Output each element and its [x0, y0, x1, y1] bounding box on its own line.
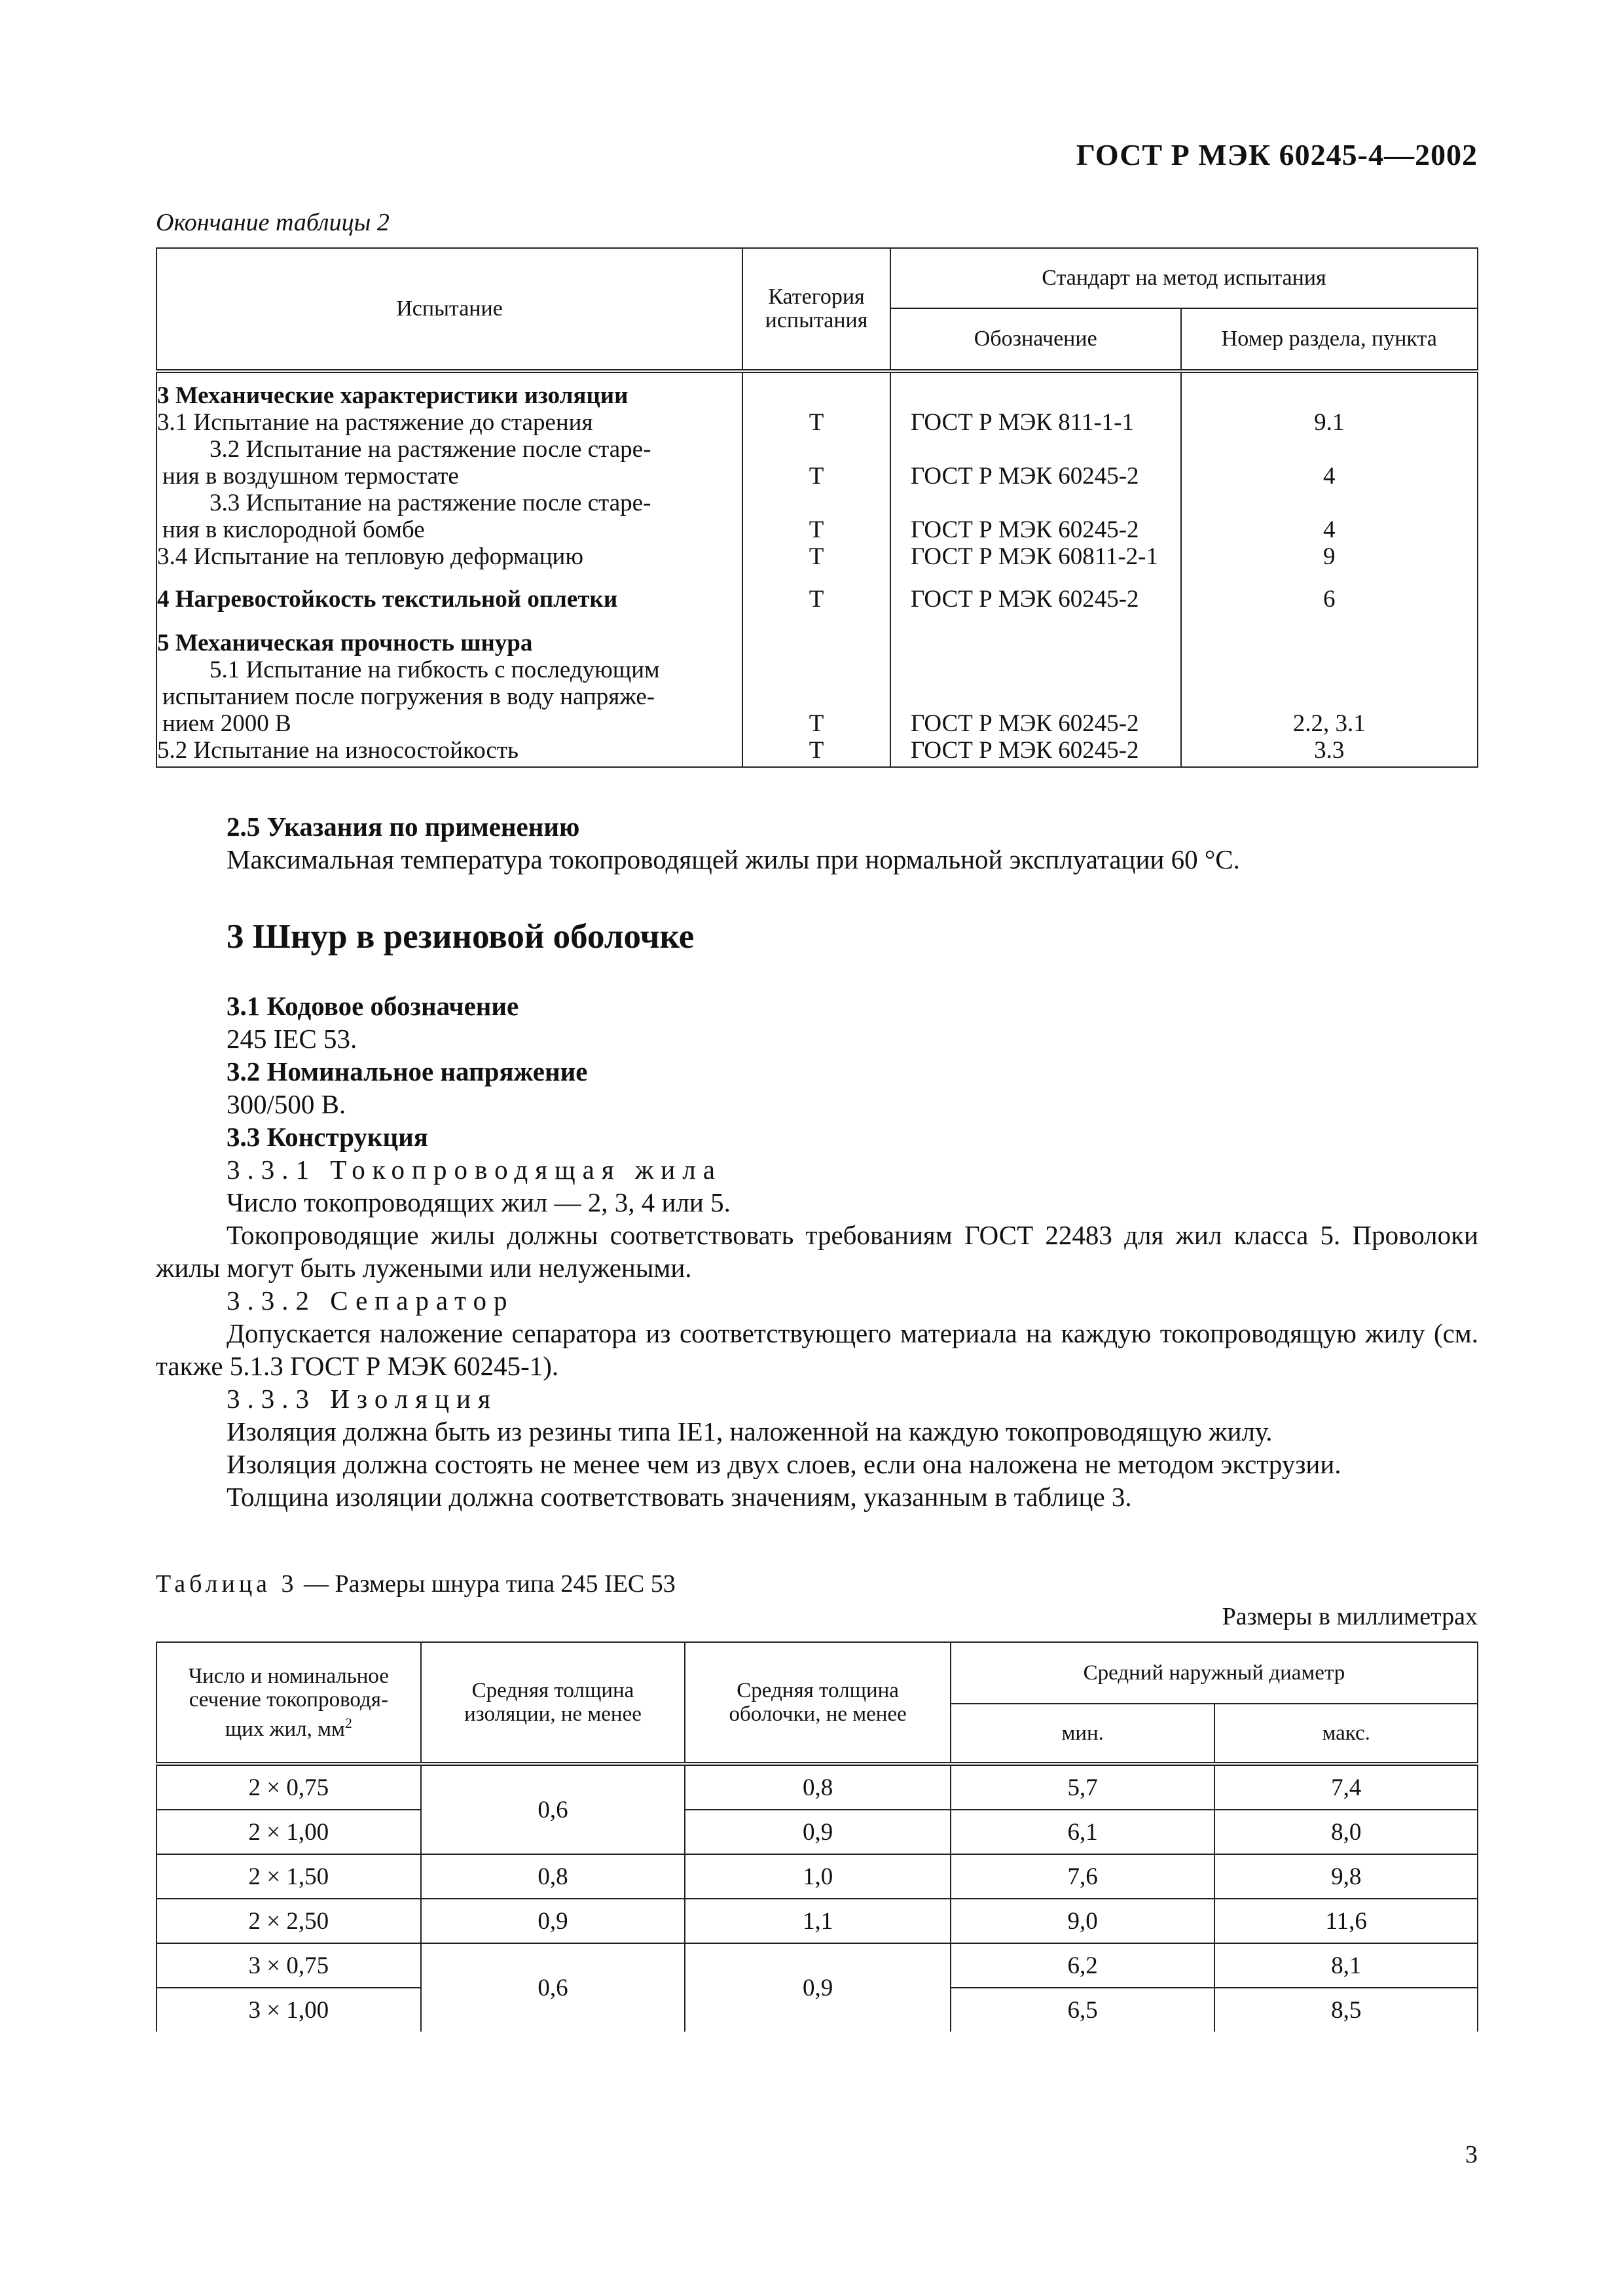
page-number: 3: [1465, 2141, 1478, 2168]
header-category: Категория испытания: [742, 248, 890, 371]
table-row: 2 × 2,50 0,9 1,1 9,0 11,6: [156, 1899, 1478, 1943]
header-max: макс.: [1214, 1704, 1478, 1764]
section-3-3-1-title: 3.3.1 Токопроводящая жила: [227, 1155, 722, 1185]
header-test: Испытание: [156, 248, 742, 371]
document-code-header: ГОСТ Р МЭК 60245-4—2002: [1076, 138, 1478, 171]
section-3: [156, 918, 1478, 956]
table3-units-note: Размеры в миллиметрах: [1222, 1603, 1478, 1630]
section-3-body: [156, 990, 1478, 1513]
table-row: 3 × 0,75 0,6 0,9 6,2 8,1: [156, 1943, 1478, 1988]
table-row: 3.2 Испытание на растяжение после старе- ния в воздушном термостате T ГОСТ Р МЭК 60245-2 4: [156, 436, 1478, 490]
header-outer-diameter: Средний наружный диаметр: [951, 1642, 1478, 1704]
table-row: 5.1 Испытание на гибкость с последующим испытанием после погружения в воду напряже- нием 2000 В T ГОСТ Р МЭК 60245-2 2.2, 3.1: [156, 656, 1478, 737]
section-3-1-text: 245 IEC 53.: [227, 1024, 357, 1054]
table3-caption: [156, 1570, 676, 1598]
section-3-title: 3 Шнур в резиновой оболочке: [227, 918, 695, 956]
section-2-5-text: Максимальная температура токопроводящей жилы при нормальной эксплуатации 60 °C.: [227, 844, 1240, 874]
table3-caption-label: Таблица 3: [156, 1570, 298, 1598]
header-insulation: Средняя толщина изоляции, не менее: [421, 1642, 685, 1764]
table-3: [156, 1641, 1478, 2032]
header-designation: Обозначение: [890, 308, 1181, 371]
table-row: 2 × 1,00 0,9 6,1 8,0: [156, 1810, 1478, 1854]
section-3-1-title: 3.1 Кодовое обозначение: [227, 991, 519, 1021]
table3-caption-text: — Размеры шнура типа 245 IEC 53: [297, 1570, 676, 1598]
table2-continuation-caption: Окончание таблицы 2: [156, 209, 390, 236]
section-3-3-3-p2: Изоляция должна состоять не менее чем из двух слоев, если она наложена не методом экструзии.: [227, 1449, 1341, 1479]
section-3-3-1-p2: Токопроводящие жилы должны соответствовать требованиям ГОСТ 22483 для жил класса 5. Проволоки жилы могут быть лужеными или нелужеными.: [156, 1220, 1478, 1283]
header-standard: Стандарт на метод испытания: [890, 248, 1478, 308]
section-3-3-3-p3: Толщина изоляции должна соответствовать значениям, указанным в таблице 3.: [227, 1482, 1132, 1512]
header-size: Число и номинальное сечение токопроводя- щих жил, $мм^2$: [156, 1642, 421, 1764]
section-3-3-3-p1: Изоляция должна быть из резины типа IE1, наложенной на каждую токопроводящую жилу.: [227, 1416, 1273, 1446]
table-row: 5.2 Испытание на износостойкость T ГОСТ Р МЭК 60245-2 3.3: [156, 737, 1478, 767]
table-row: 2 × 1,50 0,8 1,0 7,6 9,8: [156, 1854, 1478, 1899]
section-3-3-2-p1: Допускается наложение сепаратора из соответствующего материала на каждую токопроводящую жилу (см. также 5.1.3 ГОСТ Р МЭК 60245-1).: [156, 1318, 1478, 1381]
table-row: 3 × 1,00 6,5 8,5: [156, 1988, 1478, 2032]
table-row: 3.4 Испытание на тепловую деформацию T ГОСТ Р МЭК 60811-2-1 9: [156, 543, 1478, 570]
section-2-5-title: 2.5 Указания по применению: [227, 812, 580, 842]
section-3-3-2-title: 3.3.2 Сепаратор: [227, 1285, 515, 1316]
header-section: Номер раздела, пункта: [1181, 308, 1478, 371]
table-row: 2 × 0,75 0,6 0,8 5,7 7,4: [156, 1764, 1478, 1810]
table-row: 3.1 Испытание на растяжение до старения T ГОСТ Р МЭК 811-1-1 9.1: [156, 409, 1478, 436]
table-row: 3 Механические характеристики изоляции: [156, 371, 1478, 409]
table-2: [156, 247, 1478, 768]
section-2-5: [156, 810, 1478, 876]
header-min: мин.: [951, 1704, 1215, 1764]
section-3-3-title: 3.3 Конструкция: [227, 1122, 428, 1152]
table-row: 3.3 Испытание на растяжение после старе- ния в кислородной бомбе T ГОСТ Р МЭК 60245-2 4: [156, 490, 1478, 543]
section-3-3-3-title: 3.3.3 Изоляция: [227, 1384, 498, 1414]
table-row: 5 Механическая прочность шнура: [156, 613, 1478, 656]
section-3-3-1-p1: Число токопроводящих жил — 2, 3, 4 или 5.: [227, 1187, 731, 1217]
table-row: 4 Нагревостойкость текстильной оплетки T ГОСТ Р МЭК 60245-2 6: [156, 570, 1478, 613]
section-3-2-text: 300/500 В.: [227, 1089, 346, 1119]
section-3-2-title: 3.2 Номинальное напряжение: [227, 1056, 588, 1086]
header-sheath: Средняя толщина оболочки, не менее: [685, 1642, 951, 1764]
